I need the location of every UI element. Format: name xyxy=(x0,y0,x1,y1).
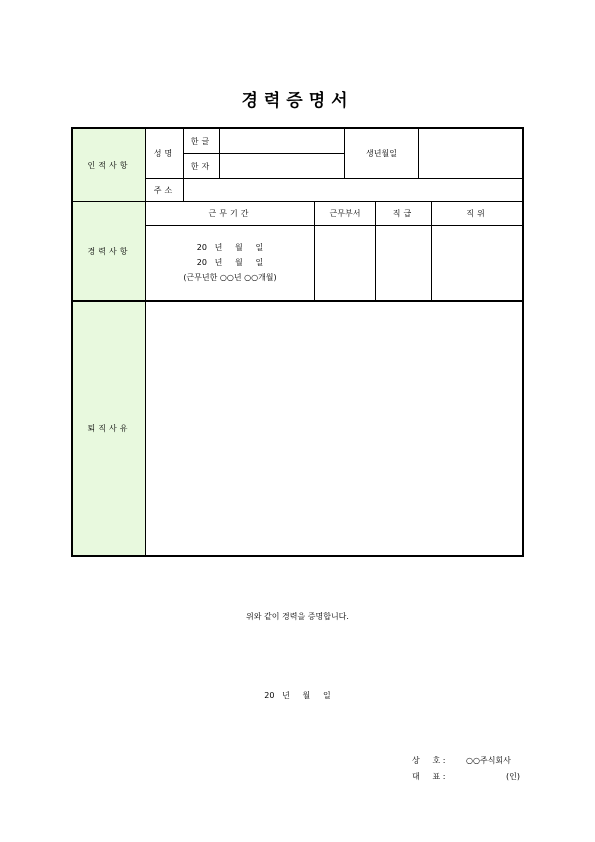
grade-header-text: 직급 xyxy=(392,209,415,218)
address-label-text: 주소 xyxy=(153,185,176,195)
certification-statement: 위와 같이 경력을 증명합니다. xyxy=(246,612,349,621)
address-field[interactable] xyxy=(184,179,522,201)
hanja-label-text: 한자 xyxy=(190,161,213,171)
address-label xyxy=(146,179,183,201)
period-end: 20 년 월 일 xyxy=(196,258,264,267)
divider xyxy=(146,225,522,226)
dept-header xyxy=(315,202,375,225)
birth-date-field[interactable] xyxy=(419,129,522,178)
representative-label: 대 표 : xyxy=(412,772,446,781)
position-header xyxy=(432,202,522,225)
name-label-text: 성명 xyxy=(153,149,176,158)
retirement-reason-field[interactable] xyxy=(146,302,522,555)
company-label: 상 호 : xyxy=(412,756,446,765)
grade-header xyxy=(376,202,431,225)
seal-mark: (인) xyxy=(506,772,520,781)
retirement-section-label: 퇴직사유 xyxy=(87,423,131,433)
hangul-label-text: 한글 xyxy=(190,136,213,146)
period-header-text: 근무기간 xyxy=(208,209,252,218)
company-value: ○○주식회사 xyxy=(466,756,511,765)
period-start: 20 년 월 일 xyxy=(196,243,264,252)
issue-date: 20 년 월 일 xyxy=(264,691,331,700)
dept-header-text: 근무부서 xyxy=(329,209,361,218)
birth-label-text: 생년월일 xyxy=(366,149,397,158)
hangul-label xyxy=(184,129,219,153)
name-label xyxy=(146,129,183,178)
hangul-name-field[interactable] xyxy=(220,129,344,153)
position-header-text: 직위 xyxy=(466,209,488,218)
period-header xyxy=(146,202,314,225)
hanja-name-field[interactable] xyxy=(220,154,344,178)
document-title: 경력증명서 xyxy=(241,91,354,111)
hanja-label xyxy=(184,154,219,178)
career-section-label: 경력사항 xyxy=(87,246,131,256)
birth-label xyxy=(345,129,418,178)
career-period xyxy=(146,240,314,285)
period-total: (근무년한 ○○년 ○○개월) xyxy=(183,273,277,282)
personal-section-label: 인적사항 xyxy=(87,160,131,170)
